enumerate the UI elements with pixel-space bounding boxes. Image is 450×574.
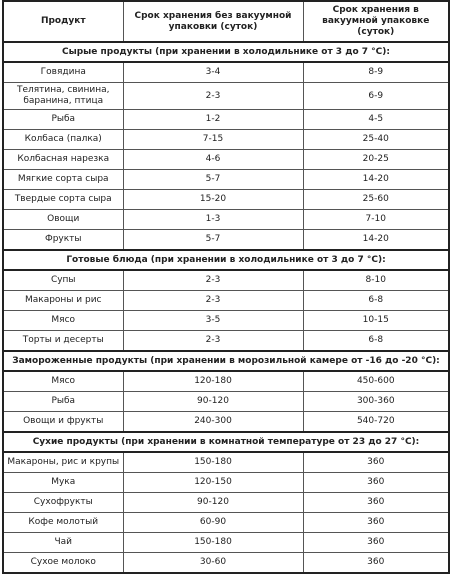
- table-row: [3, 392, 449, 412]
- without-vacuum-cell: 2-3: [123, 291, 303, 311]
- with-vacuum-cell: 360: [303, 553, 449, 574]
- header-without-vacuum: Срок хранения без вакуумной упаковки (суток): [123, 1, 303, 42]
- table-row: [3, 190, 449, 210]
- product-name-cell: Супы: [3, 270, 123, 291]
- without-vacuum-cell: 150-180: [123, 533, 303, 553]
- section-header: [3, 432, 449, 452]
- table-row: [3, 371, 449, 392]
- table-row: [3, 412, 449, 433]
- with-vacuum-cell: 540-720: [303, 412, 449, 433]
- table-row: [3, 83, 449, 110]
- table-row: [3, 513, 449, 533]
- with-vacuum-cell: 300-360: [303, 392, 449, 412]
- without-vacuum-cell: 15-20: [123, 190, 303, 210]
- with-vacuum-cell: 8-10: [303, 270, 449, 291]
- with-vacuum-cell: 14-20: [303, 170, 449, 190]
- product-name-cell: Чай: [3, 533, 123, 553]
- with-vacuum-cell: 360: [303, 493, 449, 513]
- section-header: [3, 42, 449, 62]
- table-row: [3, 493, 449, 513]
- with-vacuum-cell: 14-20: [303, 230, 449, 251]
- without-vacuum-cell: 5-7: [123, 230, 303, 251]
- without-vacuum-cell: 3-4: [123, 62, 303, 83]
- product-name-cell: Мясо: [3, 311, 123, 331]
- product-name-cell: Рыба: [3, 110, 123, 130]
- table-row: [3, 230, 449, 251]
- table-row: [3, 150, 449, 170]
- without-vacuum-cell: 30-60: [123, 553, 303, 574]
- with-vacuum-cell: 360: [303, 473, 449, 493]
- product-name-cell: Мука: [3, 473, 123, 493]
- with-vacuum-cell: 20-25: [303, 150, 449, 170]
- with-vacuum-cell: 4-5: [303, 110, 449, 130]
- table-row: [3, 311, 449, 331]
- product-name-cell: Макароны, рис и крупы: [3, 452, 123, 473]
- with-vacuum-cell: 25-60: [303, 190, 449, 210]
- product-name-cell: Сухофрукты: [3, 493, 123, 513]
- without-vacuum-cell: 120-180: [123, 371, 303, 392]
- table-row: [3, 331, 449, 352]
- with-vacuum-cell: 360: [303, 452, 449, 473]
- table-header: [3, 1, 449, 42]
- without-vacuum-cell: 90-120: [123, 392, 303, 412]
- product-name-cell: Овощи и фрукты: [3, 412, 123, 433]
- with-vacuum-cell: 8-9: [303, 62, 449, 83]
- section-header: [3, 351, 449, 371]
- header-with-vacuum: Срок хранения в вакуумной упаковке (суток): [303, 1, 449, 42]
- table-row: [3, 270, 449, 291]
- product-name-cell: Говядина: [3, 62, 123, 83]
- product-name-cell: Рыба: [3, 392, 123, 412]
- section-title: Сухие продукты (при хранении в комнатной температуре от 23 до 27 °С):: [3, 432, 449, 452]
- with-vacuum-cell: 25-40: [303, 130, 449, 150]
- with-vacuum-cell: 6-9: [303, 83, 449, 110]
- without-vacuum-cell: 7-15: [123, 130, 303, 150]
- table-row: [3, 110, 449, 130]
- product-name-cell: Колбаса (палка): [3, 130, 123, 150]
- table-row: [3, 452, 449, 473]
- table-row: [3, 553, 449, 574]
- section-title: Сырые продукты (при хранении в холодильнике от 3 до 7 °С):: [3, 42, 449, 62]
- without-vacuum-cell: 3-5: [123, 311, 303, 331]
- product-name-cell: Фрукты: [3, 230, 123, 251]
- section-header: [3, 250, 449, 270]
- product-name-cell: Мягкие сорта сыра: [3, 170, 123, 190]
- product-name-cell: Сухое молоко: [3, 553, 123, 574]
- with-vacuum-cell: 450-600: [303, 371, 449, 392]
- table-row: [3, 210, 449, 230]
- section-title: Готовые блюда (при хранении в холодильнике от 3 до 7 °С):: [3, 250, 449, 270]
- product-name-cell: Телятина, свинина, баранина, птица: [3, 83, 123, 110]
- with-vacuum-cell: 360: [303, 513, 449, 533]
- without-vacuum-cell: 90-120: [123, 493, 303, 513]
- product-name-cell: Твердые сорта сыра: [3, 190, 123, 210]
- product-name-cell: Мясо: [3, 371, 123, 392]
- with-vacuum-cell: 6-8: [303, 331, 449, 352]
- table-row: [3, 130, 449, 150]
- table-row: [3, 170, 449, 190]
- product-name-cell: Овощи: [3, 210, 123, 230]
- table-body: [3, 42, 449, 573]
- without-vacuum-cell: 120-150: [123, 473, 303, 493]
- without-vacuum-cell: 2-3: [123, 331, 303, 352]
- without-vacuum-cell: 2-3: [123, 83, 303, 110]
- product-name-cell: Колбасная нарезка: [3, 150, 123, 170]
- product-name-cell: Макароны и рис: [3, 291, 123, 311]
- without-vacuum-cell: 1-2: [123, 110, 303, 130]
- table-row: [3, 291, 449, 311]
- section-title: Замороженные продукты (при хранении в морозильной камере от -16 до -20 °С):: [3, 351, 449, 371]
- storage-table-page: [2, 0, 448, 574]
- product-name-cell: Торты и десерты: [3, 331, 123, 352]
- with-vacuum-cell: 7-10: [303, 210, 449, 230]
- with-vacuum-cell: 6-8: [303, 291, 449, 311]
- without-vacuum-cell: 240-300: [123, 412, 303, 433]
- with-vacuum-cell: 360: [303, 533, 449, 553]
- without-vacuum-cell: 1-3: [123, 210, 303, 230]
- without-vacuum-cell: 150-180: [123, 452, 303, 473]
- storage-table: [2, 0, 450, 574]
- table-row: [3, 62, 449, 83]
- table-row: [3, 533, 449, 553]
- without-vacuum-cell: 2-3: [123, 270, 303, 291]
- table-row: [3, 473, 449, 493]
- header-product: Продукт: [3, 1, 123, 42]
- without-vacuum-cell: 5-7: [123, 170, 303, 190]
- without-vacuum-cell: 4-6: [123, 150, 303, 170]
- product-name-cell: Кофе молотый: [3, 513, 123, 533]
- with-vacuum-cell: 10-15: [303, 311, 449, 331]
- without-vacuum-cell: 60-90: [123, 513, 303, 533]
